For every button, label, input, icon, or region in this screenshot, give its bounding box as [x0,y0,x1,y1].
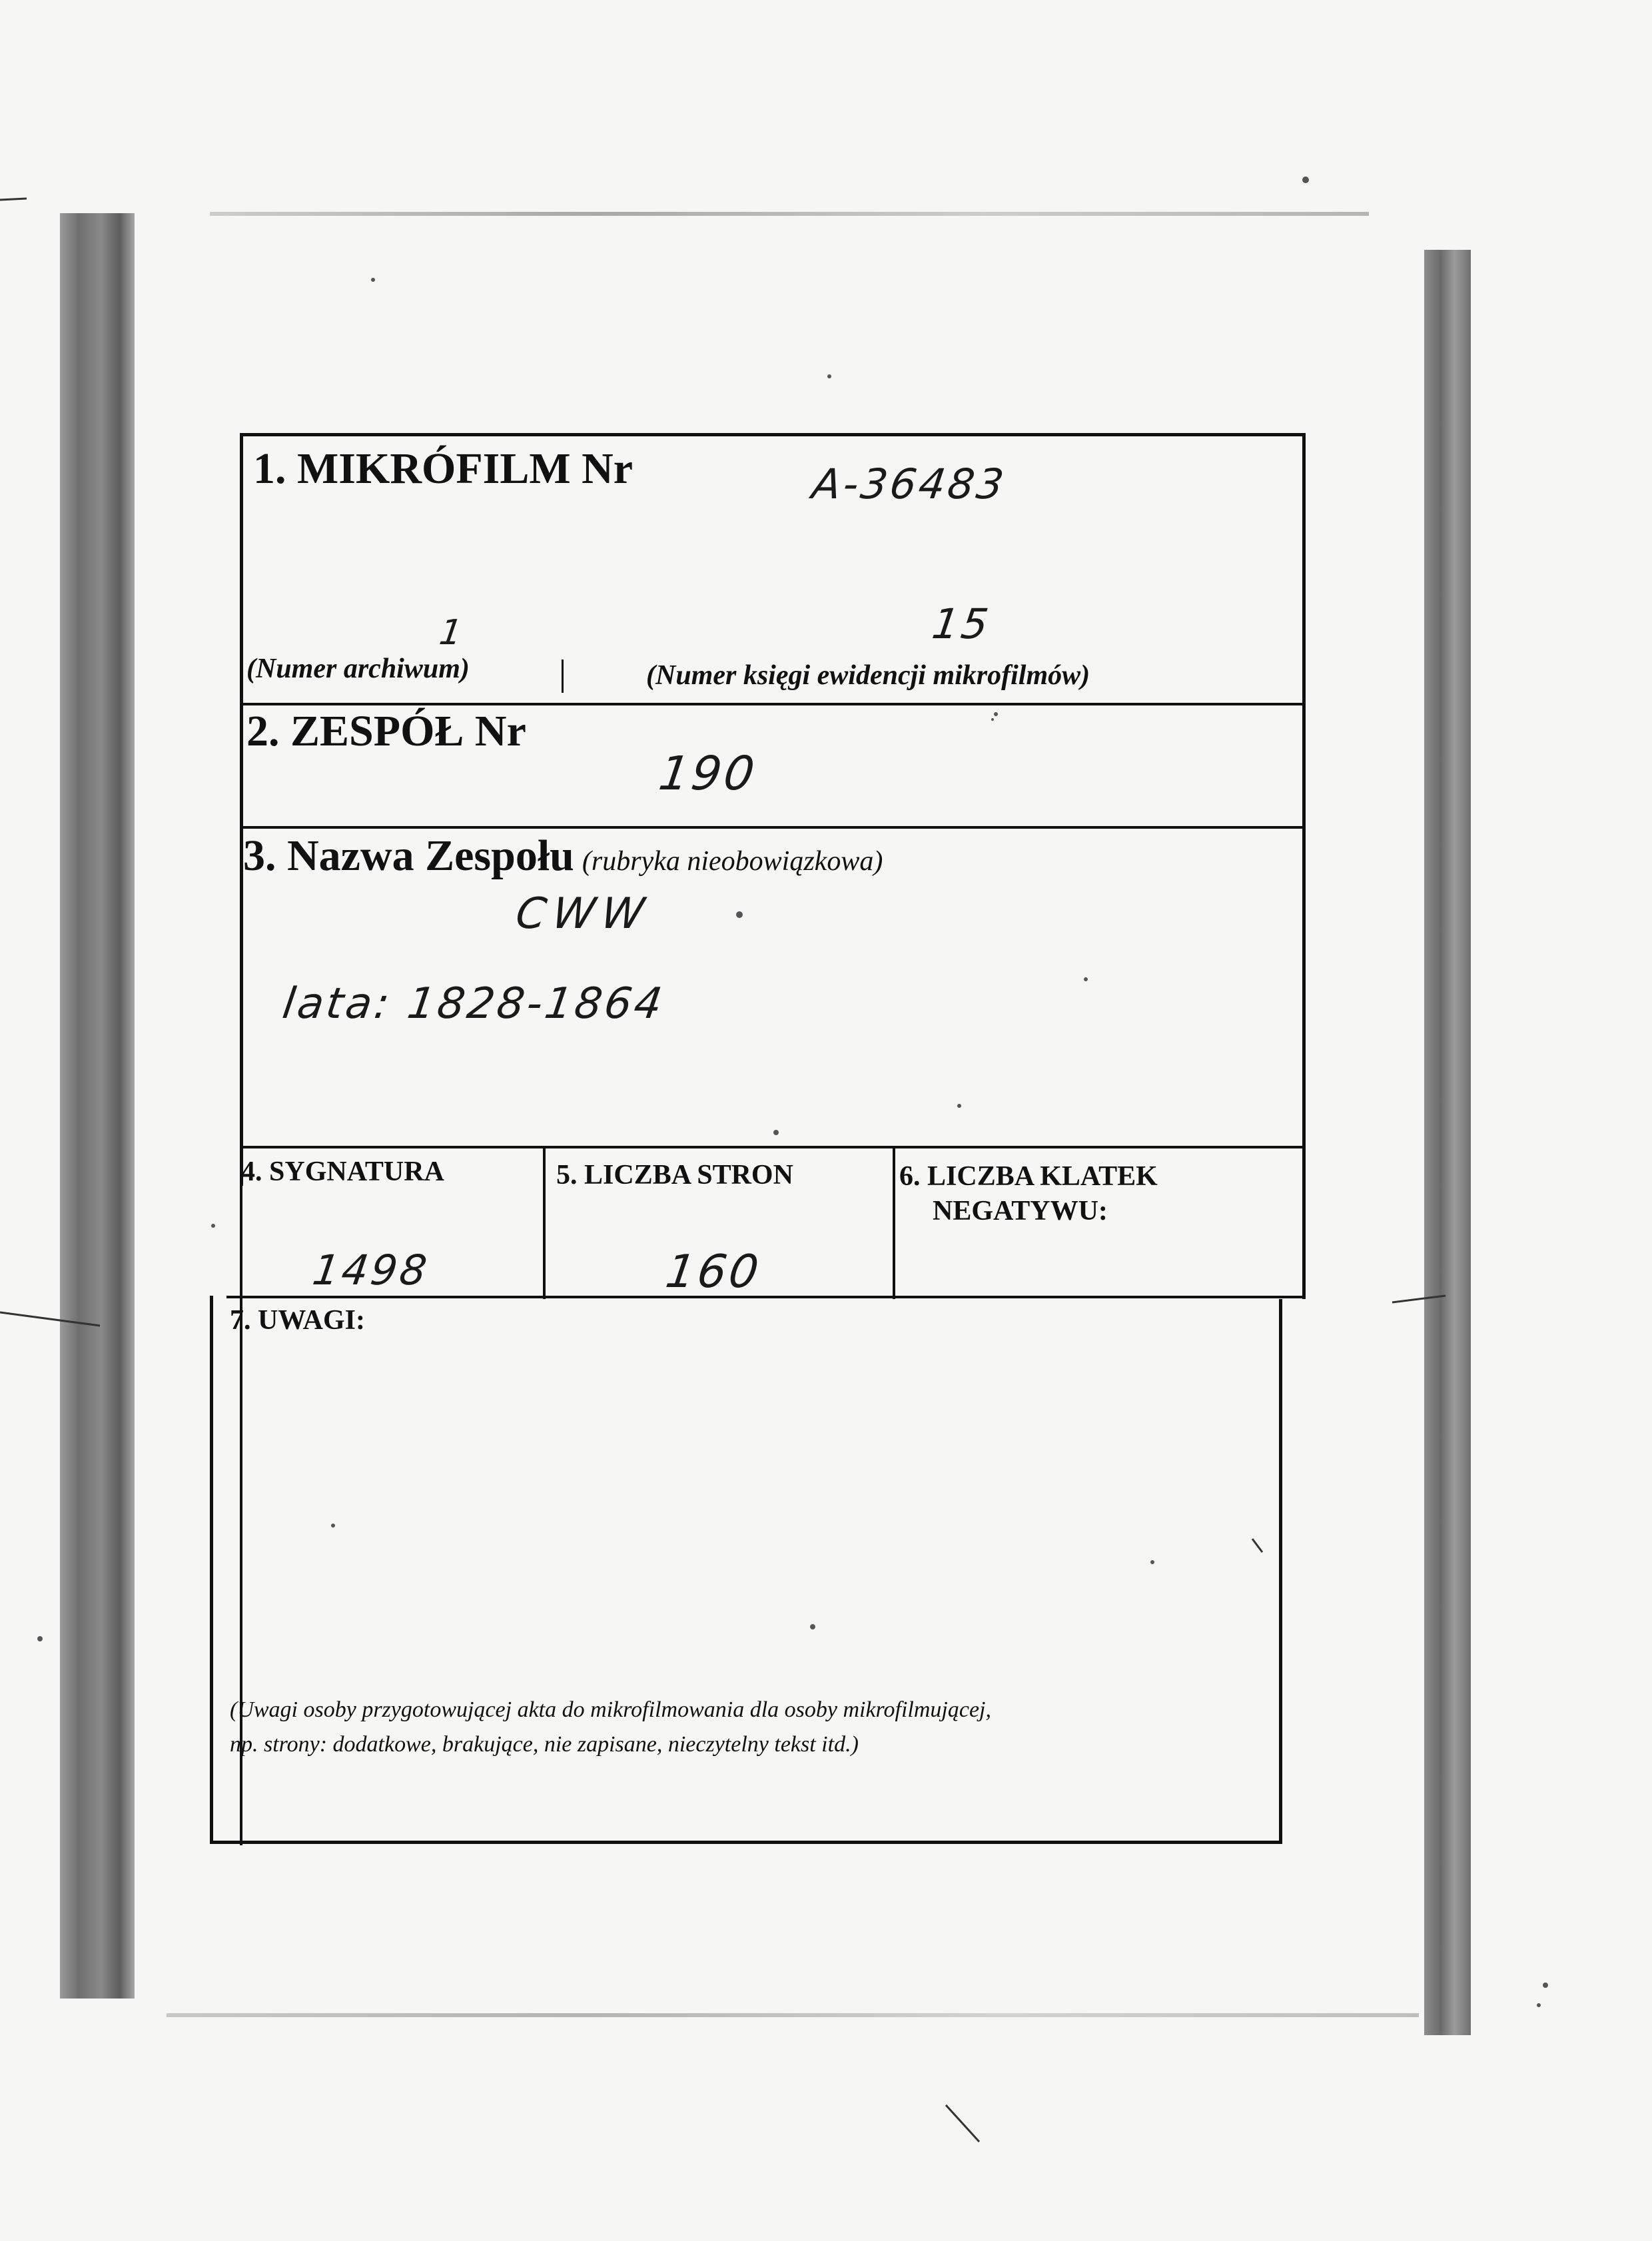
section6-label-line2: NEGATYWU: [933,1196,1108,1226]
divider-5-6 [893,1146,895,1299]
divider-4-5 [543,1146,546,1299]
divider-1-2 [240,703,1306,705]
divider-3-4 [240,1146,1306,1148]
section1-caption-separator [562,660,564,693]
form-border-left-upper [240,433,243,1186]
archive-number-caption: (Numer archiwum) [246,654,470,684]
section7-label: 7. UWAGI: [230,1305,366,1336]
fond-years-handwritten: lata: 1828-1864 [279,979,668,1029]
section3-label: 3. Nazwa Zespołu [243,831,574,880]
microfilm-form [226,433,1306,1845]
section6-label-line1: 6. LICZBA KLATEK [899,1161,1158,1192]
section5-label: 5. LICZBA STRON [556,1160,793,1190]
fond-name-handwritten: CWW [512,889,654,939]
section4-label: 4. SYGNATURA [241,1156,444,1187]
form-border-top [240,433,1306,436]
archive-number-handwritten: 1 [436,613,468,653]
ledger-number-handwritten: 15 [929,600,995,648]
fond-number-handwritten: 190 [655,746,761,801]
sheet-edge-top [210,212,1369,216]
section2-label: 2. ZESPÓŁ Nr [246,707,526,755]
page-count-handwritten: 160 [662,1246,765,1298]
scan-shadow-right [1424,250,1471,2035]
section7-note-line2: np. strony: dodatkowe, brakujące, nie zapisane, nieczytelny tekst itd.) [230,1732,859,1757]
scan-shadow-left [60,213,135,1999]
microfilm-number-handwritten: A-36483 [809,460,1010,508]
section3-heading [243,831,883,881]
section3-optional-note: (rubryka nieobowiązkowa) [582,846,883,877]
form-border-left-bottom [210,1296,213,1844]
section7-note-line1: (Uwagi osoby przygotowującej akta do mikrofilmowania dla osoby mikrofilmującej, [230,1697,991,1722]
divider-2-3 [240,826,1306,829]
section1-label: 1. MIKRÓFILM Nr [253,444,633,493]
ledger-number-caption: (Numer księgi ewidencji mikrofilmów) [646,660,1090,691]
form-border-right-upper [1302,433,1306,1299]
divider-4-7 [226,1296,1306,1298]
signature-number-handwritten: 1498 [309,1246,432,1294]
form-border-bottom [210,1841,1282,1844]
form-border-right-lower [1279,1299,1282,1844]
sheet-edge-bottom [167,2013,1419,2017]
